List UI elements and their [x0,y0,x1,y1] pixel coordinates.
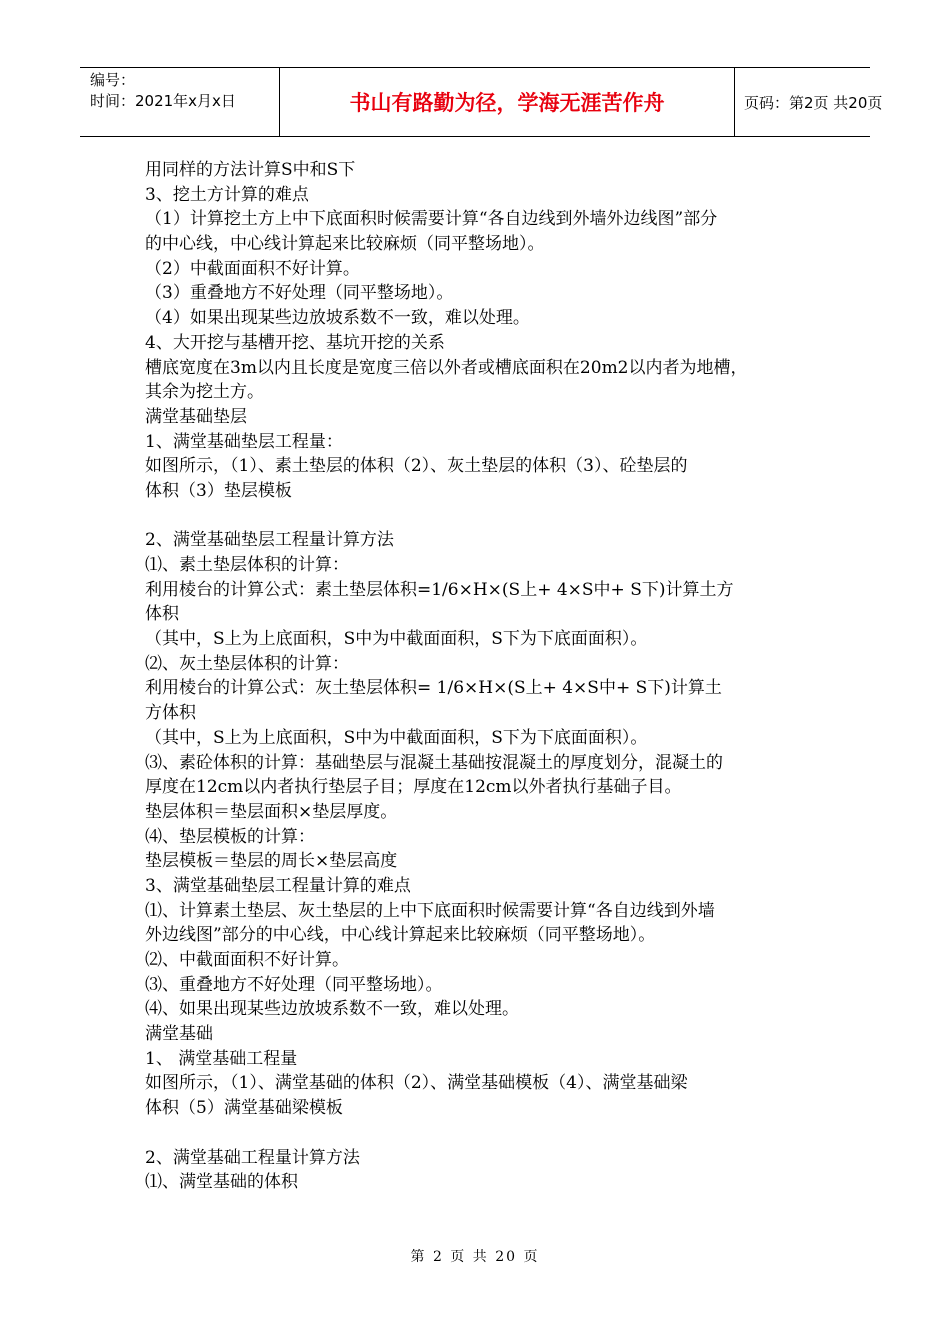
page-footer: 第 2 页 共 20 页 [410,1249,540,1265]
body-text-line: ⑷、垫层模板的计算： [145,826,315,847]
body-text-line: 利用棱台的计算公式：灰土垫层体积= 1/6×H×(S上+ 4×S中+ S下)计算土 [145,678,722,699]
body-text-line: 用同样的方法计算S中和S下 [145,160,356,180]
body-text-line: ⑵、中截面面积不好计算。 [145,950,349,970]
body-text-line: 如图所示，（1）、满堂基础的体积（2）、满堂基础模板（4）、满堂基础梁 [145,1073,688,1094]
body-text-line: ⑴、素土垫层体积的计算： [145,555,349,575]
body-text-line: （2）中截面面积不好计算。 [145,258,360,279]
body-text-line: ⑶、重叠地方不好处理（同平整场地）。 [145,974,443,995]
body-text-line: 3、挖土方计算的难点 [145,184,309,205]
body-text-line: 满堂基础 [145,1024,213,1045]
body-text-line: ⑴、满堂基础的体积 [145,1172,298,1193]
blank-line [145,1121,815,1146]
page-header [80,67,883,137]
body-text-line: （1）计算挖土方上中下底面积时候需要计算“各自边线到外墙外边线图”部分 [145,209,718,230]
document-date-label: 时间：2021年x月x日 [90,92,236,110]
body-text-line: ⑷、如果出现某些边放坡系数不一致，难以处理。 [145,999,519,1020]
body-text-line: 外边线图”部分的中心线，中心线计算起来比较麻烦（同平整场地）。 [145,925,656,946]
body-text-line: （其中，S上为上底面积，S中为中截面面积，S下为下底面面积）。 [145,727,648,748]
body-text-line: 垫层模板＝垫层的周长×垫层高度 [145,851,398,872]
body-text-line: ⑶、素砼体积的计算：基础垫层与混凝土基础按混凝土的厚度划分，混凝土的 [145,752,723,773]
header-motto: 书山有路勤为径，学海无涯苦作舟 [280,68,735,136]
body-text-line: 1、满堂基础垫层工程量： [145,431,343,452]
body-text-line: 的中心线，中心线计算起来比较麻烦（同平整场地）。 [145,234,545,255]
body-text-line: （3）重叠地方不好处理（同平整场地）。 [145,283,454,304]
body-text-line: 厚度在12cm以内者执行垫层子目；厚度在12cm以外者执行基础子目。 [145,777,682,798]
body-text-line: 槽底宽度在3m以内且长度是宽度三倍以外者或槽底面积在20m2以内者为地槽， [145,357,748,378]
document-number-label: 编号： [90,71,136,89]
header-meta [80,68,280,136]
body-text-line: 其余为挖土方。 [145,382,264,403]
body-text-line: ⑴、计算素土垫层、灰土垫层的上中下底面积时候需要计算“各自边线到外墙 [145,900,715,921]
body-text-line: 2、满堂基础垫层工程量计算方法 [145,530,394,551]
body-text-line: 如图所示，（1）、素土垫层的体积（2）、灰土垫层的体积（3）、砼垫层的 [145,456,688,477]
blank-line [145,504,815,529]
header-page-info: 页码：第2页 共20页 [744,93,883,112]
body-text-line: （4）如果出现某些边放坡系数不一致，难以处理。 [145,308,530,329]
body-text-line: 体积（5）满堂基础梁模板 [145,1098,343,1119]
body-text-line: 满堂基础垫层 [145,406,247,427]
body-text-line: 垫层体积＝垫层面积×垫层厚度。 [145,801,398,822]
body-text-line: 3、满堂基础垫层工程量计算的难点 [145,875,411,896]
body-text-line: 方体积 [145,703,196,724]
document-body [145,158,815,1195]
body-text-line: 体积（3）垫层模板 [145,480,292,501]
body-text-line: 利用棱台的计算公式：素土垫层体积=1/6×H×(S上+ 4×S中+ S下)计算土方 [145,579,734,600]
body-text-line: ⑵、灰土垫层体积的计算： [145,653,349,674]
body-text-line: 2、满堂基础工程量计算方法 [145,1147,360,1168]
body-text-line: 4、大开挖与基槽开挖、基坑开挖的关系 [145,332,445,353]
body-text-line: 体积 [145,604,179,625]
body-text-line: （其中，S上为上底面积，S中为中截面面积，S下为下底面面积）。 [145,629,648,650]
body-text-line: 1、 满堂基础工程量 [145,1048,298,1069]
